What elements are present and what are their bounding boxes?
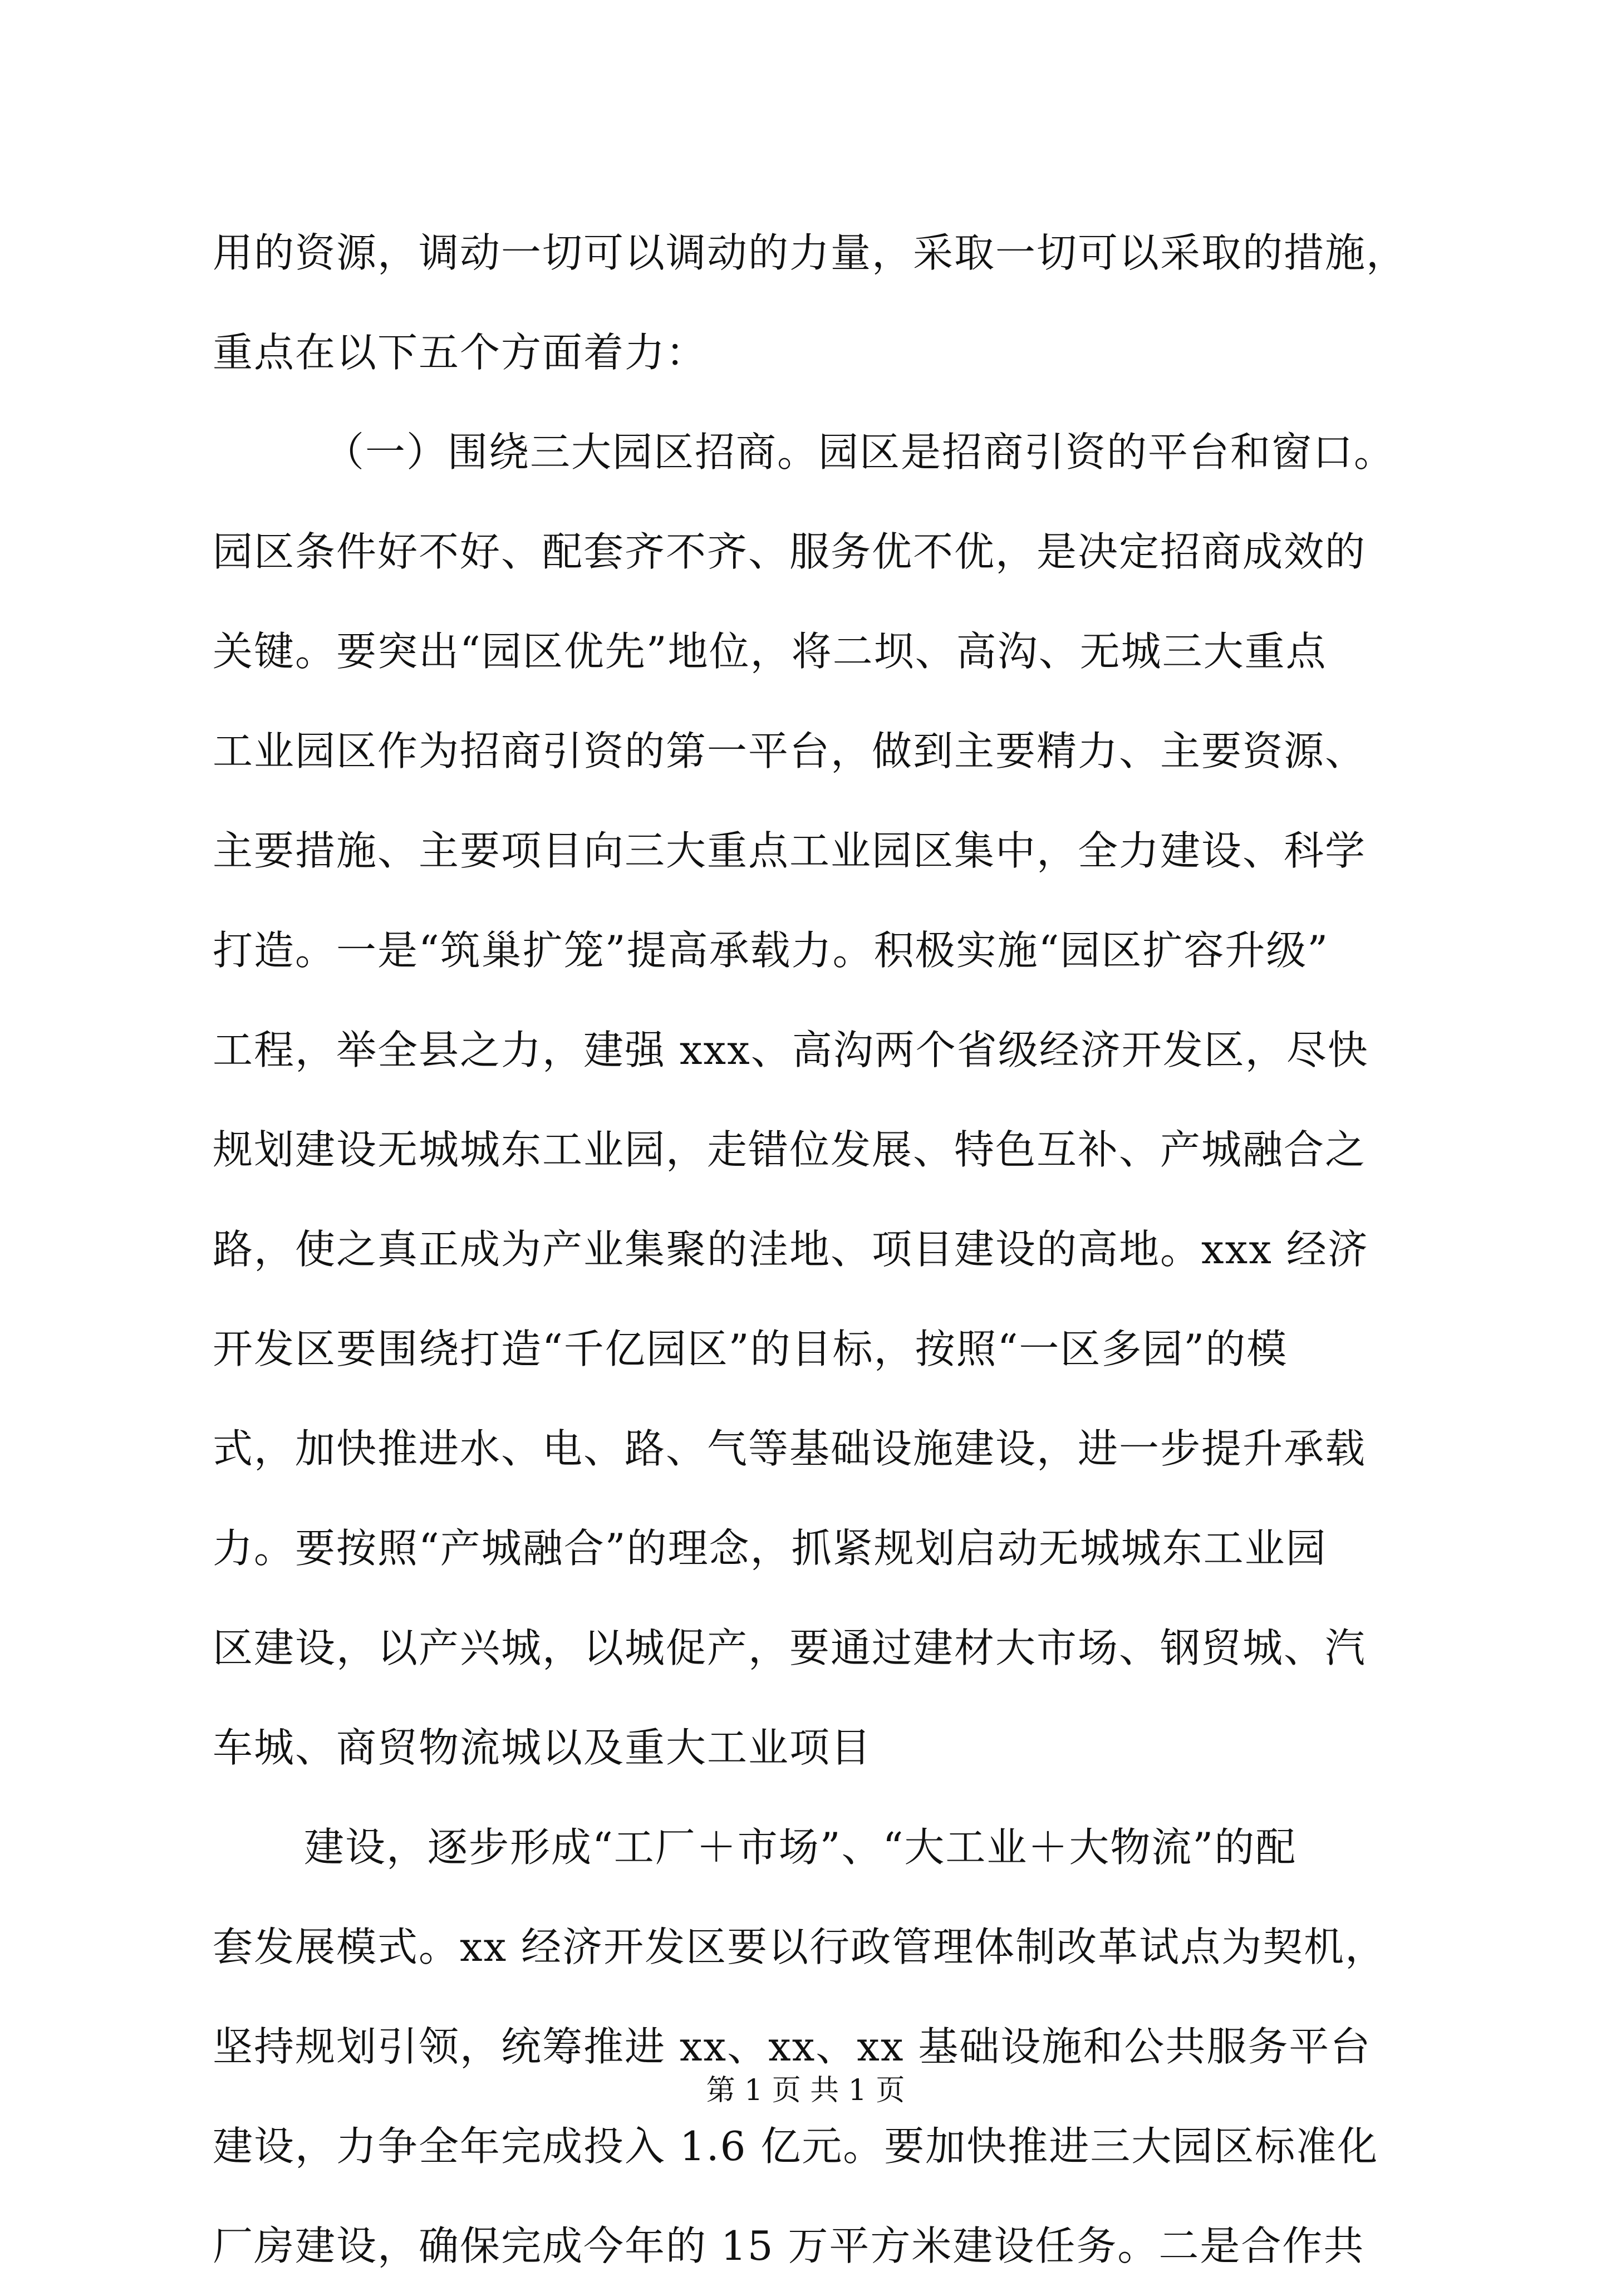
text-line-18: 套发展模式。xx 经济开发区要以行政管理体制改革试点为契机， — [213, 1924, 1387, 1970]
section-heading-line: （一）围绕三大园区招商。园区是招商引资的平台和窗口。 — [324, 429, 1396, 475]
text-line-14: 力。要按照“产城融合”的理念，抓紧规划启动无城城东工业园 — [213, 1525, 1327, 1572]
text-line-1: 用的资源，调动一切可以调动的力量，采取一切可以采取的措施， — [213, 229, 1408, 276]
text-line-21: 厂房建设，确保完成今年的 15 万平方米建设任务。二是合作共 — [213, 2223, 1365, 2269]
text-line-6: 工业园区作为招商引资的第一平台，做到主要精力、主要资源、 — [213, 728, 1367, 774]
page-number-label: 第 1 页 共 1 页 — [706, 2074, 905, 2107]
text-line-20: 建设，力争全年完成投入 1.6 亿元。要加快推进三大园区标准化 — [213, 2123, 1379, 2170]
text-line-12: 开发区要围绕打造“千亿园区”的目标，按照“一区多园”的模 — [213, 1326, 1288, 1372]
text-line-2: 重点在以下五个方面着力： — [213, 329, 708, 376]
text-line-8: 打造。一是“筑巢扩笼”提高承载力。积极实施“园区扩容升级” — [213, 927, 1329, 974]
text-line-5: 关键。要突出“园区优先”地位，将二坝、高沟、无城三大重点 — [213, 628, 1327, 675]
text-line-7: 主要措施、主要项目向三大重点工业园区集中，全力建设、科学 — [213, 827, 1367, 874]
text-line-11: 路，使之真正成为产业集聚的洼地、项目建设的高地。xxx 经济 — [213, 1226, 1369, 1273]
text-line-9: 工程，举全县之力，建强 xxx、高沟两个省级经济开发区，尽快 — [213, 1027, 1369, 1073]
paragraph-start-line: 建设，逐步形成“工厂＋市场”、“大工业＋大物流”的配 — [304, 1824, 1297, 1871]
text-line-13: 式，加快推进水、电、路、气等基础设施建设，进一步提升承载 — [213, 1425, 1367, 1472]
text-line-4: 园区条件好不好、配套齐不齐、服务优不优，是决定招商成效的 — [213, 528, 1367, 575]
page-footer — [0, 2071, 1611, 2110]
text-line-15: 区建设，以产兴城，以城促产，要通过建材大市场、钢贸城、汽 — [213, 1625, 1367, 1671]
text-line-10: 规划建设无城城东工业园，走错位发展、特色互补、产城融合之 — [213, 1126, 1367, 1173]
document-body — [213, 203, 1409, 2296]
text-line-19: 坚持规划引领，统筹推进 xx、xx、xx 基础设施和公共服务平台 — [213, 2023, 1372, 2070]
text-line-16: 车城、商贸物流城以及重大工业项目 — [213, 1724, 872, 1771]
